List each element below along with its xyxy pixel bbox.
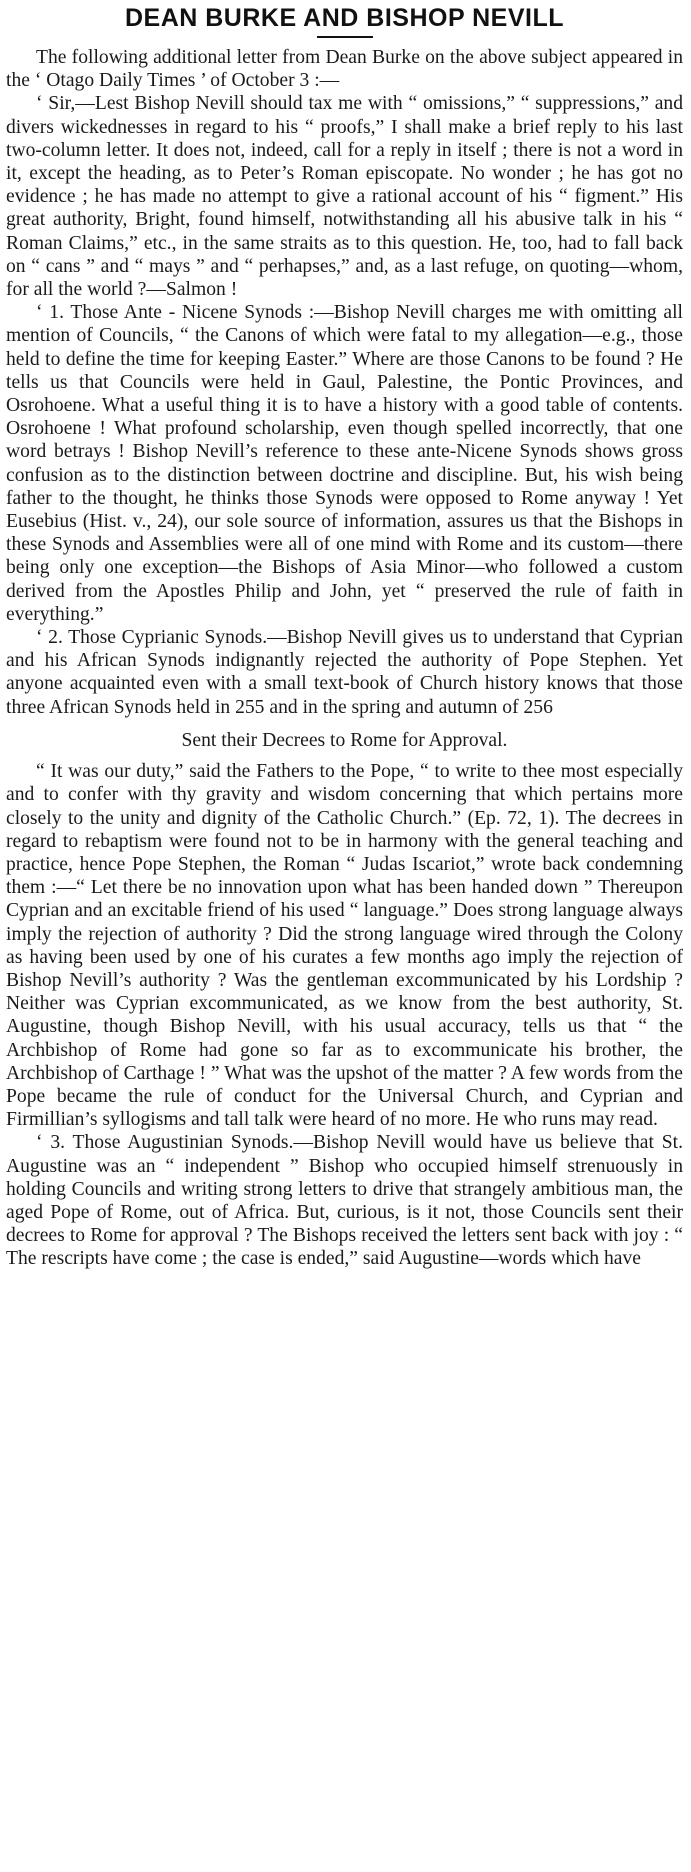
paragraph-cyprianic-synods: ‘ 2. Those Cyprianic Synods.—Bishop Nevill gives us to understand that Cyprian and his African Synods indignantly rejected the authority of Pope Stephen. Yet anyone acquainted even with a small text-book of Church history knows that those three African Synods held in 255 and in the spring and autumn of 256: [6, 627, 683, 718]
paragraph-augustinian-synods: ‘ 3. Those Augustinian Synods.—Bishop Nevill would have us believe that St. Augustine was an “ independent ” Bishop who occupied himself strenuously in holding Councils and writing strong letters to drive that strangely ambitious man, the aged Pope of Rome, out of Africa. But, curious, is it not, those Councils sent their decrees to Rome for approval ? The Bishops received the letters sent back with joy : “ The rescripts have come ; the case is ended,” said Augustine—words which have: [6, 1132, 683, 1270]
article-body: [6, 46, 683, 1271]
headline: DEAN BURKE AND BISHOP NEVILL: [124, 4, 565, 32]
paragraph-ante-nicene-synods: ‘ 1. Those Ante - Nicene Synods :—Bishop Nevill charges me with omitting all mention of Councils, “ the Canons of which were fatal to my allegation—e.g., those held to define the time for keeping Easter.” Where are those Canons to be found ? He tells us that Councils were held in Gaul, Palestine, the Pontic Provinces, and Osrohoene. What a useful thing it is to have a history with a good table of contents. Osrohoene ! What profound scholarship, even though spelled incorrectly, that one word betrays ! Bishop Nevill’s reference to these ante-Nicene Synods shows gross confusion as to the distinction between doctrine and discipline. But, his wish being father to the thought, he thinks those Synods were opposed to Rome anyway ! Yet Eusebius (Hist. v., 24), our sole source of information, assures us that the Bishops in these Synods and Assemblies were all of one mind with Rome and its custom—there being only one exception—the Bishops of Asia Minor—who followed a custom derived from the Apostles Philip and John, yet “ preserved the rule of faith in everything.”: [6, 302, 683, 625]
headline-rule: [317, 36, 373, 38]
paragraph-decrees: “ It was our duty,” said the Fathers to the Pope, “ to write to thee most especially and to confer with thy gravity and wisdom concerning that which pertains more closely to the unity and dignity of the Catholic Church.” (Ep. 72, 1). The decrees in regard to rebaptism were found not to be in harmony with the general teaching and practice, hence Pope Stephen, the Roman “ Judas Iscariot,” wrote back condemning them :—“ Let there be no innovation upon what has been handed down ” Thereupon Cyprian and an excitable friend of his used “ language.” Does strong language always imply the rejection of authority ? Did the strong language wired through the Colony as having been used by one of his curates a few months ago imply the rejection of Bishop Nevill’s authority ? Was the gentleman excommunicated by his Lordship ? Neither was Cyprian excommunicated, as we know from the best authority, St. Augustine, though Bishop Nevill, with his usual accuracy, tells us that “ the Archbishop of Rome had gone so far as to excommunicate his brother, the Archbishop of Carthage ! ” What was the upshot of the matter ? A few words from the Pope became the rule of conduct for the Universal Church, and Cyprian and Firmillian’s syllogisms and tall talk were heard of no more. He who runs may read.: [6, 761, 683, 1131]
paragraph-opening-letter: ‘ Sir,—Lest Bishop Nevill should tax me with “ omissions,” “ suppressions,” and divers wickednesses in regard to his “ proofs,” I shall make a brief reply to his last two-column letter. It does not, indeed, call for a reply in itself ; there is not a word in it, except the heading, as to Peter’s Roman episcopate. No wonder ; he has got no evidence ; he has made no attempt to give a rational account of his “ figment.” His great authority, Bright, found himself, notwithstanding all his abusive talk in his “ Roman Claims,” etc., in the same straits as to this question. He, too, had to fall back on “ cans ” and “ mays ” and “ perhapses,” and, as a last refuge, on quoting—whom, for all the world ?—Salmon !: [6, 93, 683, 301]
intro-paragraph: The following additional letter from Dean Burke on the above subject appeared in the ‘ Otago Daily Times ’ of October 3 :—: [6, 47, 683, 92]
subheading: Sent their Decrees to Rome for Approval.: [181, 729, 508, 751]
